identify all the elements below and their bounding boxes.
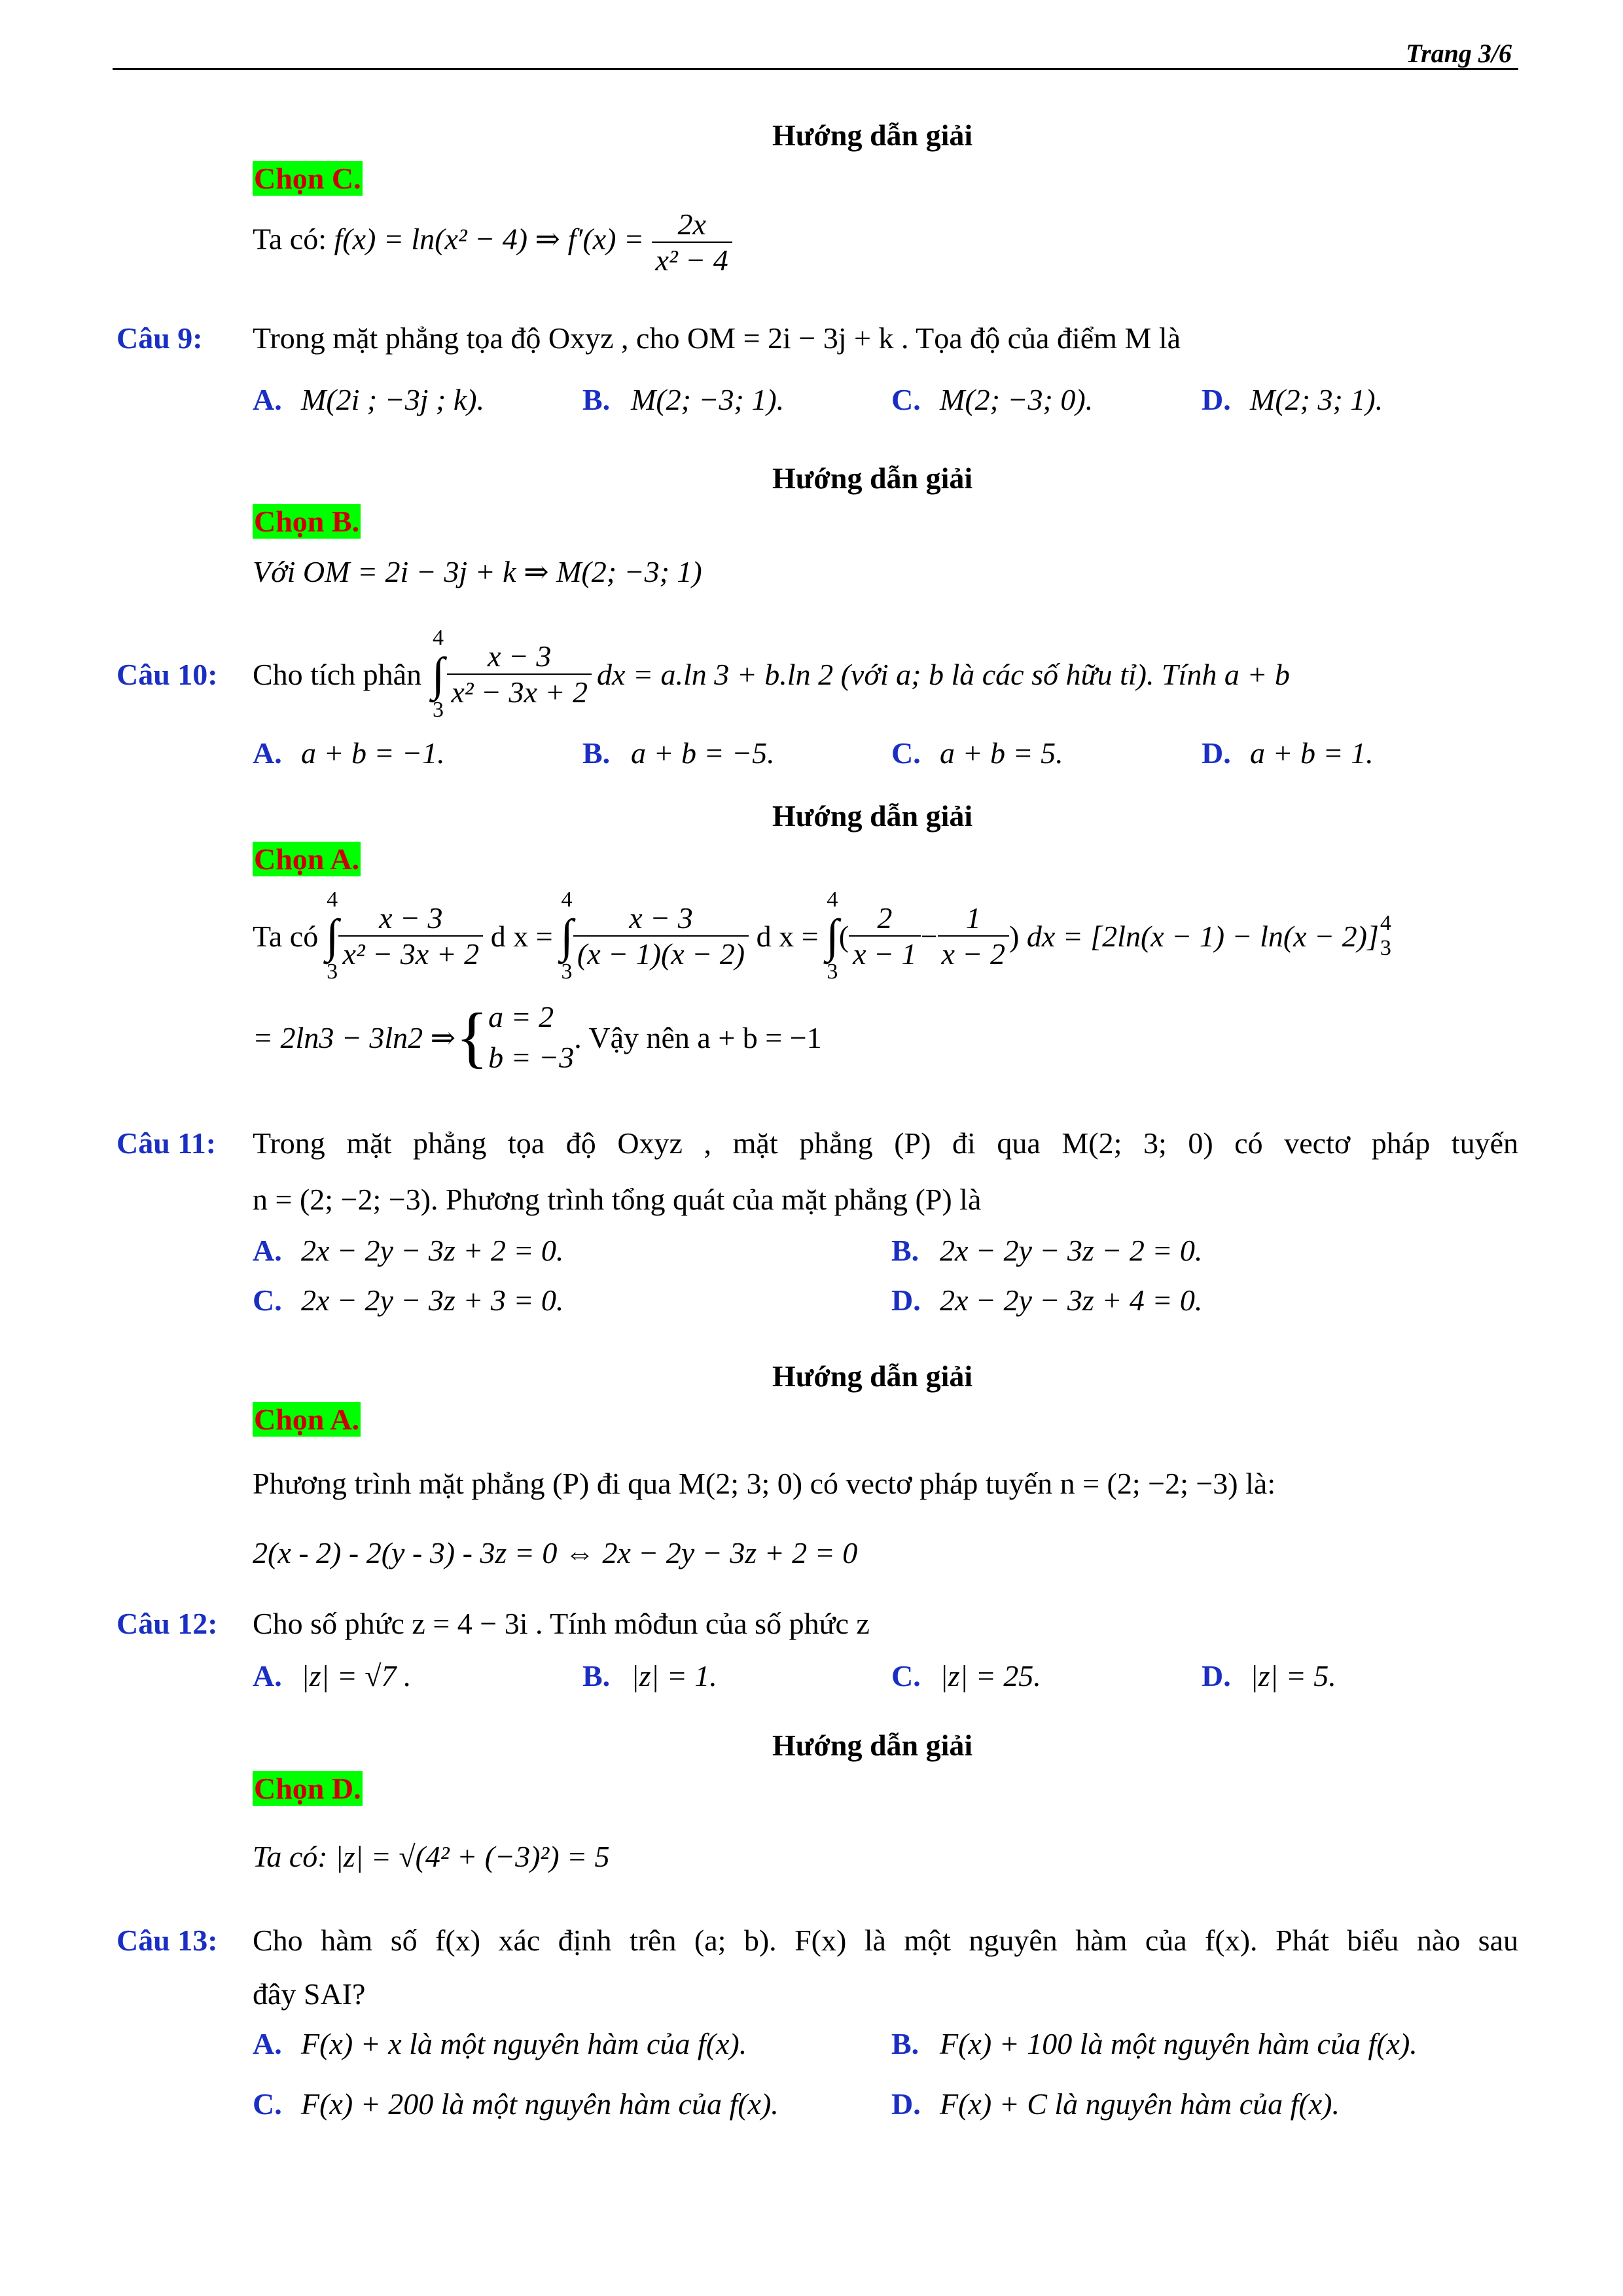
integral-lower-limit: 3 xyxy=(827,960,838,984)
integral-upper-limit: 4 xyxy=(1380,911,1391,935)
integral-upper-limit: 4 xyxy=(327,888,338,912)
option-c-letter: C. xyxy=(891,383,921,416)
option-b-value[interactable]: a + b = −5. xyxy=(631,736,775,770)
option-c-letter: C. xyxy=(253,1283,282,1317)
options-row xyxy=(253,736,1518,775)
option-d-letter: D. xyxy=(1202,1659,1231,1693)
option-a-value[interactable]: F(x) + x là một nguyên hàm của f(x). xyxy=(301,2027,747,2060)
option-a-value[interactable]: M(2i ; −3j ; k). xyxy=(301,383,485,416)
fraction-denominator: (x − 1)(x − 2) xyxy=(577,937,745,971)
integral xyxy=(560,888,573,984)
integral-upper-limit: 4 xyxy=(432,626,444,650)
question-text: Trong mặt phẳng tọa độ Oxyz , cho OM = 2i − 3j + k . Tọa độ của điểm M là xyxy=(253,321,1181,355)
fraction-denominator: x − 2 xyxy=(941,937,1005,971)
question-lead: Cho tích phân xyxy=(253,657,422,691)
option-c-letter: C. xyxy=(891,736,921,770)
derivative-expression: f(x) = ln(x² − 4) ⇒ f′(x) = xyxy=(334,222,645,256)
answer-choice: Chọn A. xyxy=(254,842,360,876)
question-label: Câu 9: xyxy=(116,321,203,355)
solution-heading: Hướng dẫn giải xyxy=(772,461,973,495)
fraction-denominator: x² − 3x + 2 xyxy=(451,675,588,709)
solution-heading: Hướng dẫn giải xyxy=(772,1359,973,1393)
option-a-value[interactable]: a + b = −1. xyxy=(301,736,445,770)
solution-conclusion-line xyxy=(253,995,822,1080)
option-d-letter: D. xyxy=(891,1283,921,1317)
integral-lower-limit: 3 xyxy=(432,698,444,722)
fraction-numerator: x − 3 xyxy=(338,901,483,937)
integral xyxy=(826,888,839,984)
integral-upper-limit: 4 xyxy=(561,888,573,912)
system-eq-a: a = 2 xyxy=(488,999,554,1033)
evaluation-limits xyxy=(1380,911,1391,961)
option-b-letter: B. xyxy=(582,383,611,416)
option-c-letter: C. xyxy=(891,1659,921,1693)
options-grid xyxy=(253,1233,1518,1325)
option-d-letter: D. xyxy=(1202,736,1231,770)
conclusion-text: . Vậy nên a + b = −1 xyxy=(574,1020,822,1054)
option-c-value[interactable]: a + b = 5. xyxy=(940,736,1063,770)
options-grid xyxy=(253,2026,1518,2125)
header-divider xyxy=(113,68,1518,70)
solution-heading: Hướng dẫn giải xyxy=(772,1729,973,1762)
fraction-denominator: x² − 4 xyxy=(655,243,728,277)
solution-text: Phương trình mặt phẳng (P) đi qua M(2; 3; 0) có vectơ pháp tuyến n = (2; −2; −3) là: xyxy=(253,1467,1276,1500)
option-b-value[interactable]: 2x − 2y − 3z − 2 = 0. xyxy=(940,1234,1203,1267)
options-row xyxy=(253,1659,1518,1698)
fraction-numerator: 2 xyxy=(849,901,920,937)
option-b-letter: B. xyxy=(582,736,611,770)
solution-equation: 2(x - 2) - 2(y - 3) - 3z = 0 ⇔ 2x − 2y − 3z + 2 = 0 xyxy=(253,1536,858,1570)
option-b-value[interactable]: M(2; −3; 1). xyxy=(631,383,785,416)
option-b-letter: B. xyxy=(891,2027,919,2060)
fraction-numerator: 2x xyxy=(652,207,732,243)
question-label: Câu 11: xyxy=(116,1126,217,1160)
option-d-value[interactable]: M(2; 3; 1). xyxy=(1250,383,1383,416)
option-d-value[interactable]: F(x) + C là nguyên hàm của f(x). xyxy=(940,2087,1340,2121)
question-label: Câu 13: xyxy=(116,1924,218,1957)
option-c-letter: C. xyxy=(253,2087,282,2121)
option-c-value[interactable]: M(2; −3; 0). xyxy=(940,383,1094,416)
question-rest: dx = a.ln 3 + b.ln 2 (với a; b là các số hữu tỉ). Tính a + b xyxy=(597,657,1290,691)
option-d-letter: D. xyxy=(1202,383,1231,416)
integral-upper-limit: 4 xyxy=(827,888,838,912)
option-c-value[interactable]: F(x) + 200 là một nguyên hàm của f(x). xyxy=(301,2087,779,2121)
answer-choice: Chọn B. xyxy=(254,505,360,538)
fraction-numerator: 1 xyxy=(938,901,1009,937)
integral-sign: ∫ xyxy=(325,910,339,962)
options-row xyxy=(253,382,1518,422)
question-label: Câu 10: xyxy=(116,658,218,691)
fraction-denominator: x² − 3x + 2 xyxy=(342,937,480,971)
solution-tail: dx = [2ln(x − 1) − ln(x − 2)] xyxy=(1026,919,1379,953)
option-b-letter: B. xyxy=(582,1659,611,1693)
option-a-letter: A. xyxy=(253,1659,282,1693)
integral-sign: ∫ xyxy=(431,648,445,700)
minus-sign: − xyxy=(920,919,938,953)
question-text-line1: Cho hàm số f(x) xác định trên (a; b). F(x) là một nguyên hàm của f(x). Phát biểu nào sau xyxy=(253,1924,1518,1957)
option-a-letter: A. xyxy=(253,1234,282,1267)
equation-system xyxy=(488,997,574,1078)
integral-sign: ∫ xyxy=(826,910,839,962)
option-b-value[interactable]: F(x) + 100 là một nguyên hàm của f(x). xyxy=(940,2027,1418,2060)
solution-text: Ta có: |z| = √(4² + (−3)²) = 5 xyxy=(253,1840,610,1873)
option-b-value[interactable]: |z| = 1. xyxy=(631,1659,717,1693)
option-a-letter: A. xyxy=(253,2027,282,2060)
solution-lead: Ta có: xyxy=(253,222,327,256)
option-d-letter: D. xyxy=(891,2087,921,2121)
fraction-denominator: x − 1 xyxy=(853,937,917,971)
option-a-value[interactable]: 2x − 2y − 3z + 2 = 0. xyxy=(301,1234,564,1267)
solution-8-formula xyxy=(253,207,732,278)
solution-heading: Hướng dẫn giải xyxy=(772,799,973,833)
option-a-letter: A. xyxy=(253,383,282,416)
option-b-letter: B. xyxy=(891,1234,919,1267)
integral xyxy=(326,888,339,984)
integral-lower-limit: 3 xyxy=(561,960,573,984)
system-brace: { xyxy=(455,999,489,1075)
option-d-value[interactable]: 2x − 2y − 3z + 4 = 0. xyxy=(940,1283,1203,1317)
integral-sign: ∫ xyxy=(560,910,573,962)
option-c-value[interactable]: 2x − 2y − 3z + 3 = 0. xyxy=(301,1283,564,1317)
integral-lower-limit: 3 xyxy=(327,960,338,984)
integral xyxy=(432,626,445,723)
page-number: Trang 3/6 xyxy=(1406,39,1512,68)
solution-heading: Hướng dẫn giải xyxy=(772,118,973,152)
solution-lead: Ta có xyxy=(253,919,319,953)
close-paren: ) xyxy=(1008,919,1027,953)
question-text-line2: đây SAI? xyxy=(253,1977,366,2011)
solution-text: Với OM = 2i − 3j + k ⇒ M(2; −3; 1) xyxy=(253,555,702,588)
answer-choice: Chọn A. xyxy=(254,1403,360,1436)
option-a-value[interactable]: |z| = √7 . xyxy=(301,1659,412,1693)
option-a-letter: A. xyxy=(253,736,282,770)
option-d-value[interactable]: a + b = 1. xyxy=(1250,736,1374,770)
question-text: Cho số phức z = 4 − 3i . Tính môđun của số phức z xyxy=(253,1607,870,1640)
question-label: Câu 12: xyxy=(116,1607,218,1640)
equals-sign: d x = xyxy=(749,919,827,953)
solution-integral-line xyxy=(253,884,1391,988)
answer-choice: Chọn C. xyxy=(254,162,361,195)
fraction-numerator: x − 3 xyxy=(573,901,749,937)
option-d-value[interactable]: |z| = 5. xyxy=(1250,1659,1336,1693)
fraction-numerator: x − 3 xyxy=(447,639,592,675)
question-text-line1: Trong mặt phẳng tọa độ Oxyz , mặt phẳng (P) đi qua M(2; 3; 0) có vectơ pháp tuyến xyxy=(253,1126,1518,1160)
system-eq-b: b = −3 xyxy=(488,1041,575,1074)
integral-lower-limit: 3 xyxy=(1380,936,1391,960)
option-c-value[interactable]: |z| = 25. xyxy=(940,1659,1041,1693)
open-paren: ( xyxy=(838,919,849,953)
question-text xyxy=(253,622,1290,726)
equals-sign: d x = xyxy=(483,919,561,953)
answer-choice: Chọn D. xyxy=(254,1772,361,1805)
solution-line: = 2ln3 − 3ln2 ⇒ xyxy=(253,1021,456,1054)
question-text-line2: n = (2; −2; −3). Phương trình tổng quát của mặt phẳng (P) là xyxy=(253,1183,982,1216)
